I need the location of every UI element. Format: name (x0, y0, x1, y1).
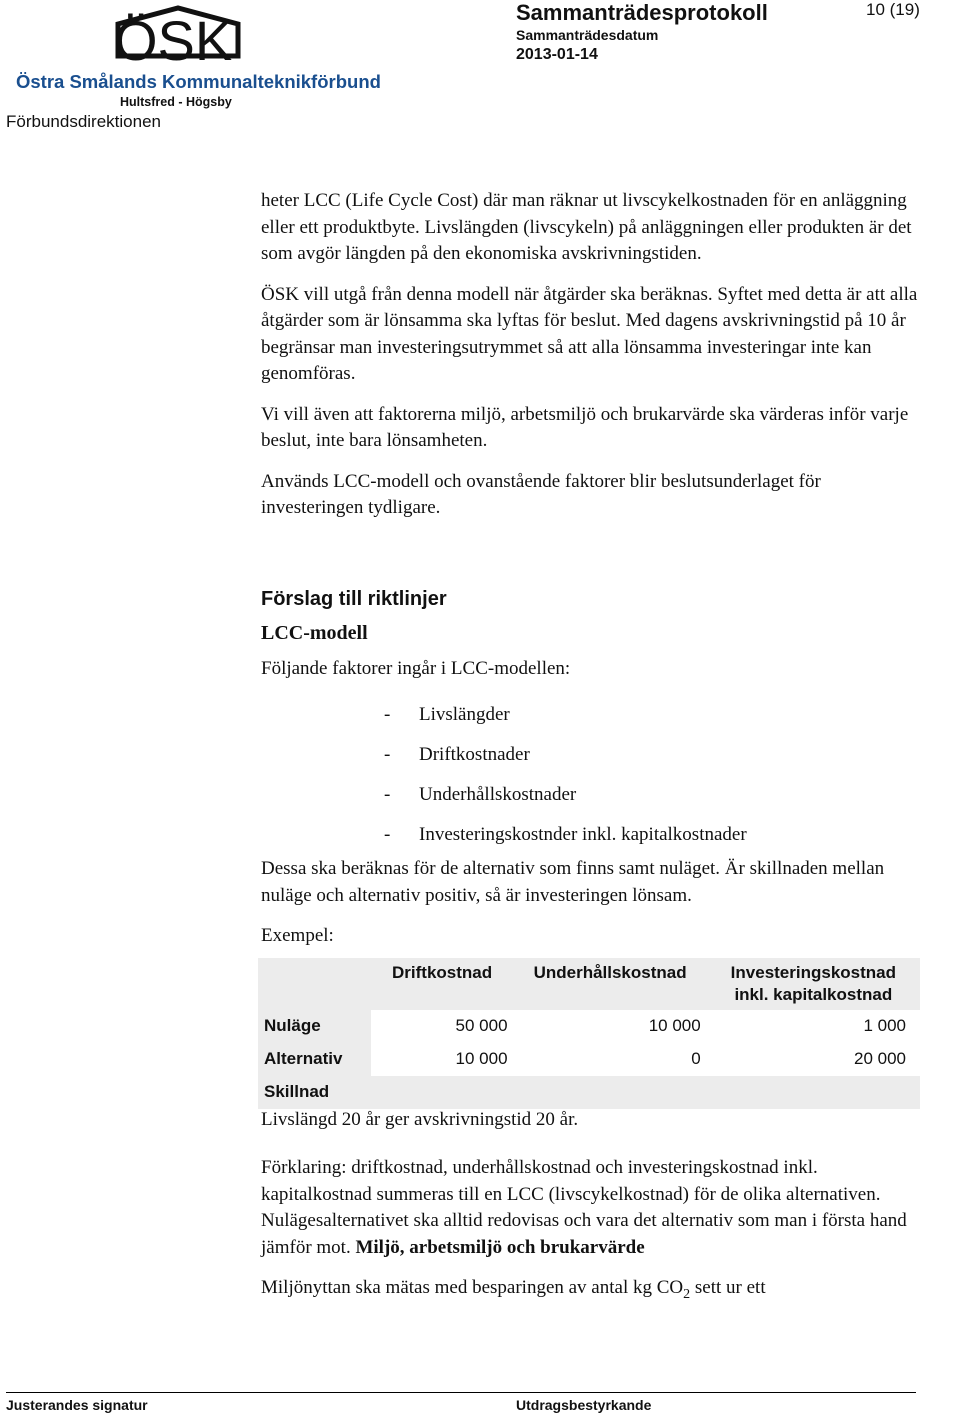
footer-divider (6, 1392, 916, 1393)
paragraph-lifetime: Livslängd 20 år ger avskrivningstid 20 år. (261, 1108, 579, 1130)
list-item: - Investeringskostnder inkl. kapitalkostnader (384, 824, 747, 845)
logo-mark: ÖSK (114, 9, 233, 72)
table-header-driftkostnad: Driftkostnad (371, 958, 514, 1010)
list-item: - Livslängder (384, 704, 510, 725)
table-header-empty (258, 958, 371, 1010)
paragraph-environment: Miljönyttan ska mätas med besparingen av antal kg $CO_2$ sett ur ett (261, 1277, 766, 1302)
page-number: 10 (19) (866, 0, 920, 19)
meeting-date-label: Sammanträdesdatum (516, 27, 659, 43)
table-header-row (258, 958, 920, 1010)
table-header-underhallskostnad: Underhållskostnad (514, 958, 707, 1010)
paragraph-factors: Vi vill även att faktorerna miljö, arbetsmiljö och brukarvärde ska värderas inför varje beslut, inte bara lönsamheten. (261, 403, 909, 451)
paragraph-explanation: Förklaring: driftkostnad, underhållskostnad och investeringskostnad inkl. kapitalkostnad summeras till en LCC (livscykelkostnad) för de olika alternativen. Nulägesalternativet ska alltid redovisas och vara det alternativ som man i första hand jämför mot. Miljö, arbetsmiljö och brukarvärde (261, 1157, 907, 1258)
row-label: Alternativ (258, 1043, 371, 1076)
table-cell (707, 1076, 920, 1109)
osk-logo-graphic (14, 4, 381, 110)
paragraph-osk-model: ÖSK vill utgå från denna modell när åtgärder ska beräknas. Syftet med detta är att alla åtgärder som är lönsamma ska lyftas för beslut. Med dagens avskrivningstid på 10 år begränsar man investeringsutrymmet så att alla lönsamma investeringar inte kan genomföras. (261, 283, 918, 384)
document-body (261, 188, 921, 1318)
table-cell (371, 1076, 514, 1109)
table-cell (514, 1076, 707, 1109)
paragraph-lcc-definition: heter LCC (Life Cycle Cost) där man räknar ut livscykelkostnaden för en anläggning eller ett produktbyte. Livslängden (livscykeln) på anläggningen eller produkten är det som avgör längden på den ekonomiska avskrivningstiden. (261, 190, 912, 264)
org-unit: Förbundsdirektionen (6, 112, 161, 131)
row-label: Nuläge (258, 1010, 371, 1043)
osk-logo (14, 4, 381, 110)
footer-signature-label: Justerandes signatur (6, 1397, 148, 1413)
table-row (258, 1076, 920, 1109)
table-cell: 1 000 (863, 1016, 906, 1035)
paragraph-calculation: Dessa ska beräknas för de alternativ som finns samt nuläget. Är skillnaden mellan nuläge och alternativ positiv, så är investeringen lönsam. (261, 858, 885, 906)
section-heading: Förslag till riktlinjer (261, 587, 447, 610)
table-cell: 50 000 (455, 1016, 508, 1035)
document-title: Sammanträdesprotokoll (516, 0, 768, 25)
table-cell: 20 000 (854, 1049, 906, 1068)
meeting-date-value: 2013-01-14 (516, 46, 598, 63)
heading-environment: Miljö, arbetsmiljö och brukarvärde (355, 1236, 645, 1258)
table-row (258, 1010, 920, 1043)
row-label: Skillnad (258, 1076, 371, 1109)
footer-certification-label: Utdragsbestyrkande (516, 1397, 652, 1413)
table-cell: 0 (691, 1049, 701, 1068)
table-cell: 10 000 (648, 1016, 701, 1035)
org-name: Östra Smålands Kommunalteknikförbund (16, 71, 381, 92)
factors-intro: Följande faktorer ingår i LCC-modellen: (261, 657, 571, 679)
org-subtitle: Hultsfred - Högsby (120, 95, 232, 109)
paragraph-decision-basis: Används LCC-modell och ovanstående faktorer blir beslutsunderlaget för investeringen tydligare. (261, 470, 821, 518)
subheading-lcc-model: LCC-modell (261, 621, 368, 644)
list-item: - Underhållskostnader (384, 784, 577, 805)
table-row (258, 1043, 920, 1076)
table-cell: 10 000 (455, 1049, 508, 1068)
table-header-investeringskostnad: Investeringskostnad inkl. kapitalkostnad (707, 958, 920, 1010)
factor-list (261, 702, 921, 862)
list-item: - Driftkostnader (384, 744, 530, 765)
example-label: Exempel: (261, 925, 334, 946)
example-table (258, 958, 920, 1109)
